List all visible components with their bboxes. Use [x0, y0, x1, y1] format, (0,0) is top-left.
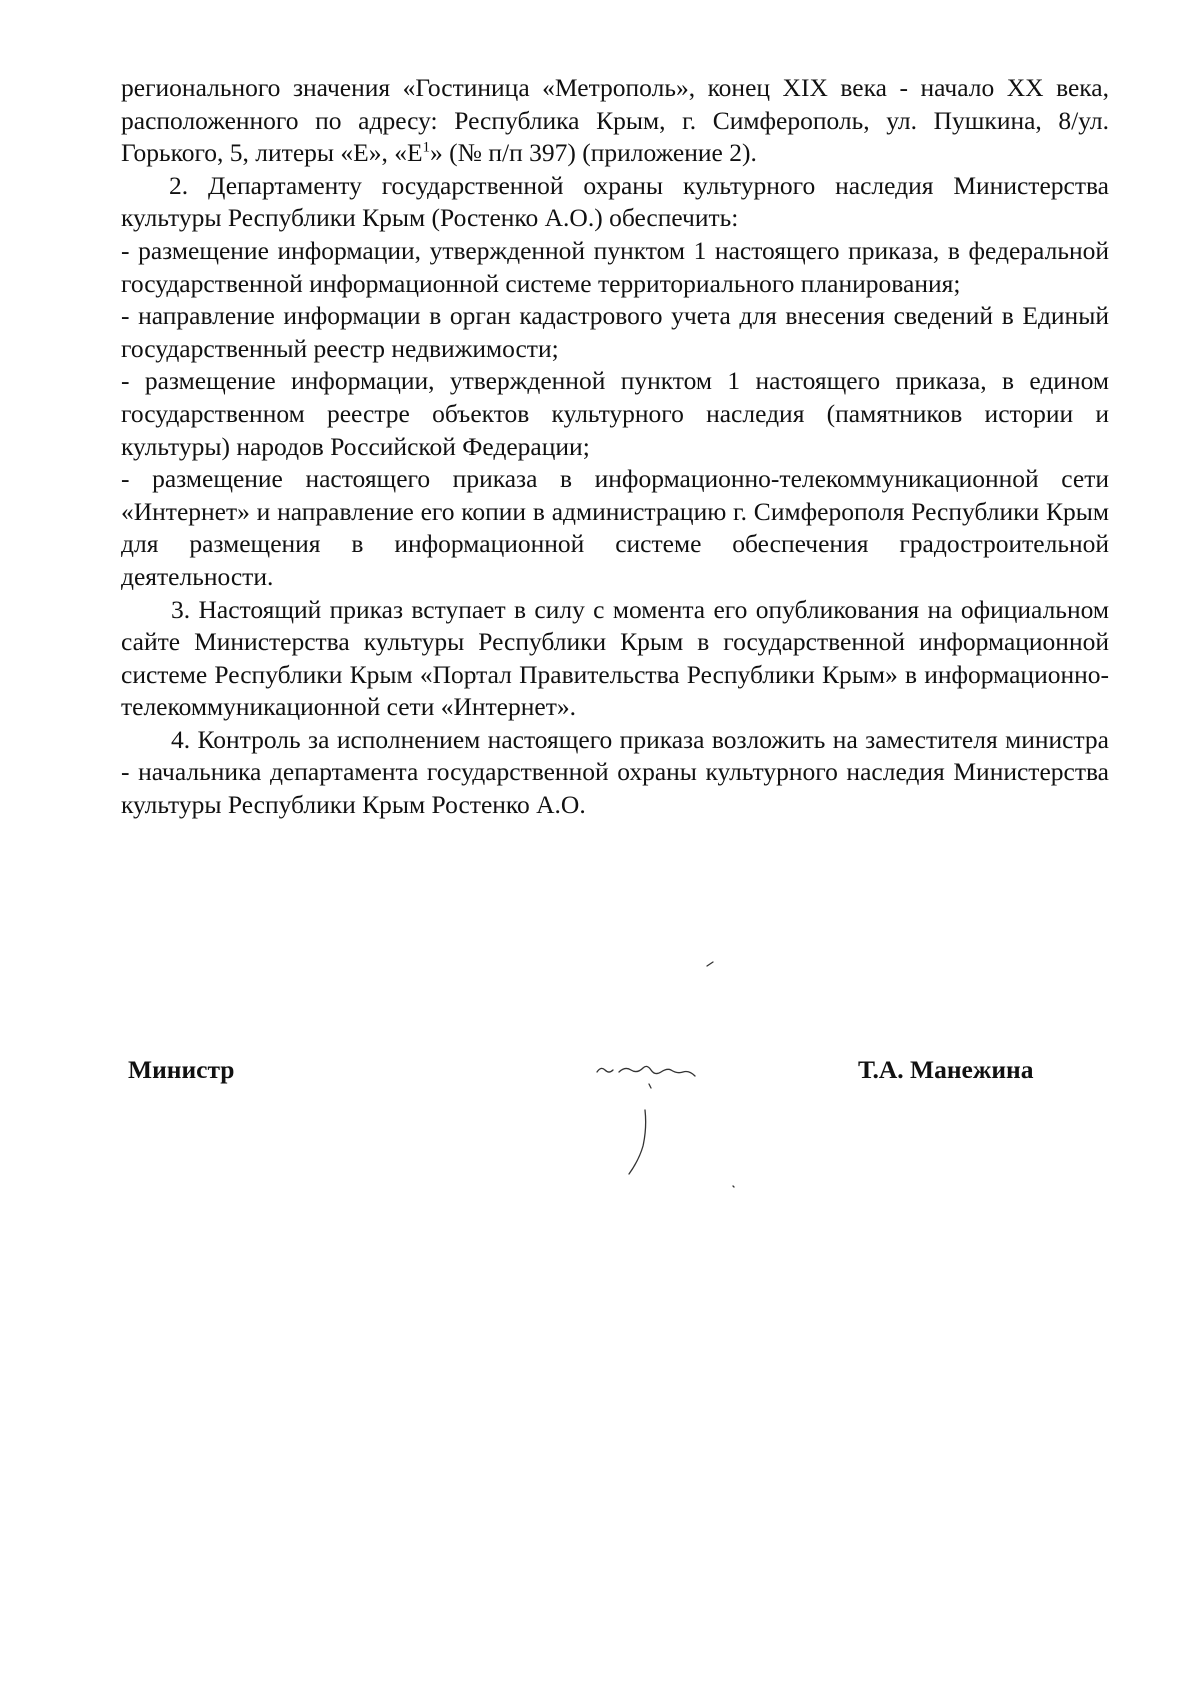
paragraph-continuation: [121, 72, 1109, 170]
signatory-name: Т.А. Манежина: [858, 1055, 1034, 1084]
paragraph-bullet-2: - направление информации в орган кадастрового учета для внесения сведений в Единый государственный реестр недвижимости;: [121, 301, 1109, 363]
handwritten-signature: [585, 960, 735, 1190]
paragraph-bullet-4: - размещение настоящего приказа в информационно-телекоммуникационной сети «Интернет» и направление его копии в администрацию г. Симферополя Республики Крым для размещения в информационной системе обеспечения градостроительной деятельности.: [121, 464, 1109, 591]
paragraph-item-3: 3. Настоящий приказ вступает в силу с момента его опубликования на официальном сайте Министерства культуры Республики Крым в государственной информационной системе Республики Крым «Портал Правительства Республики Крым» в информационно-телекоммуникационной сети «Интернет».: [121, 594, 1109, 722]
paragraph-text: » (№ п/п 397) (приложение 2).: [430, 138, 757, 168]
paragraph-text: регионального значения «Гостиница «Метрополь», конец XIX века - начало XX века, расположенного по адресу: Республика Крым, г. Симферополь, ул. Пушкина, 8/ул. Горького, 5, литеры «Е», «Е: [121, 73, 1109, 168]
signatory-title: Министр: [128, 1055, 235, 1084]
document-body: [121, 72, 1109, 822]
superscript: 1: [422, 139, 431, 156]
paragraph-item-4: 4. Контроль за исполнением настоящего приказа возложить на заместителя министра - начальника департамента государственной охраны культурного наследия Министерства культуры Республики Крым Ростенко А.О.: [121, 724, 1109, 820]
paragraph-bullet-1: - размещение информации, утвержденной пунктом 1 настоящего приказа, в федеральной государственной информационной системе территориального планирования;: [121, 235, 1109, 298]
paragraph-bullet-3: - размещение информации, утвержденной пунктом 1 настоящего приказа, в едином государственном реестре объектов культурного наследия (памятников истории и культуры) народов Российской Федерации;: [121, 366, 1109, 461]
paragraph-item-2: 2. Департаменту государственной охраны культурного наследия Министерства культуры Республики Крым (Ростенко А.О.) обеспечить:: [121, 170, 1109, 233]
